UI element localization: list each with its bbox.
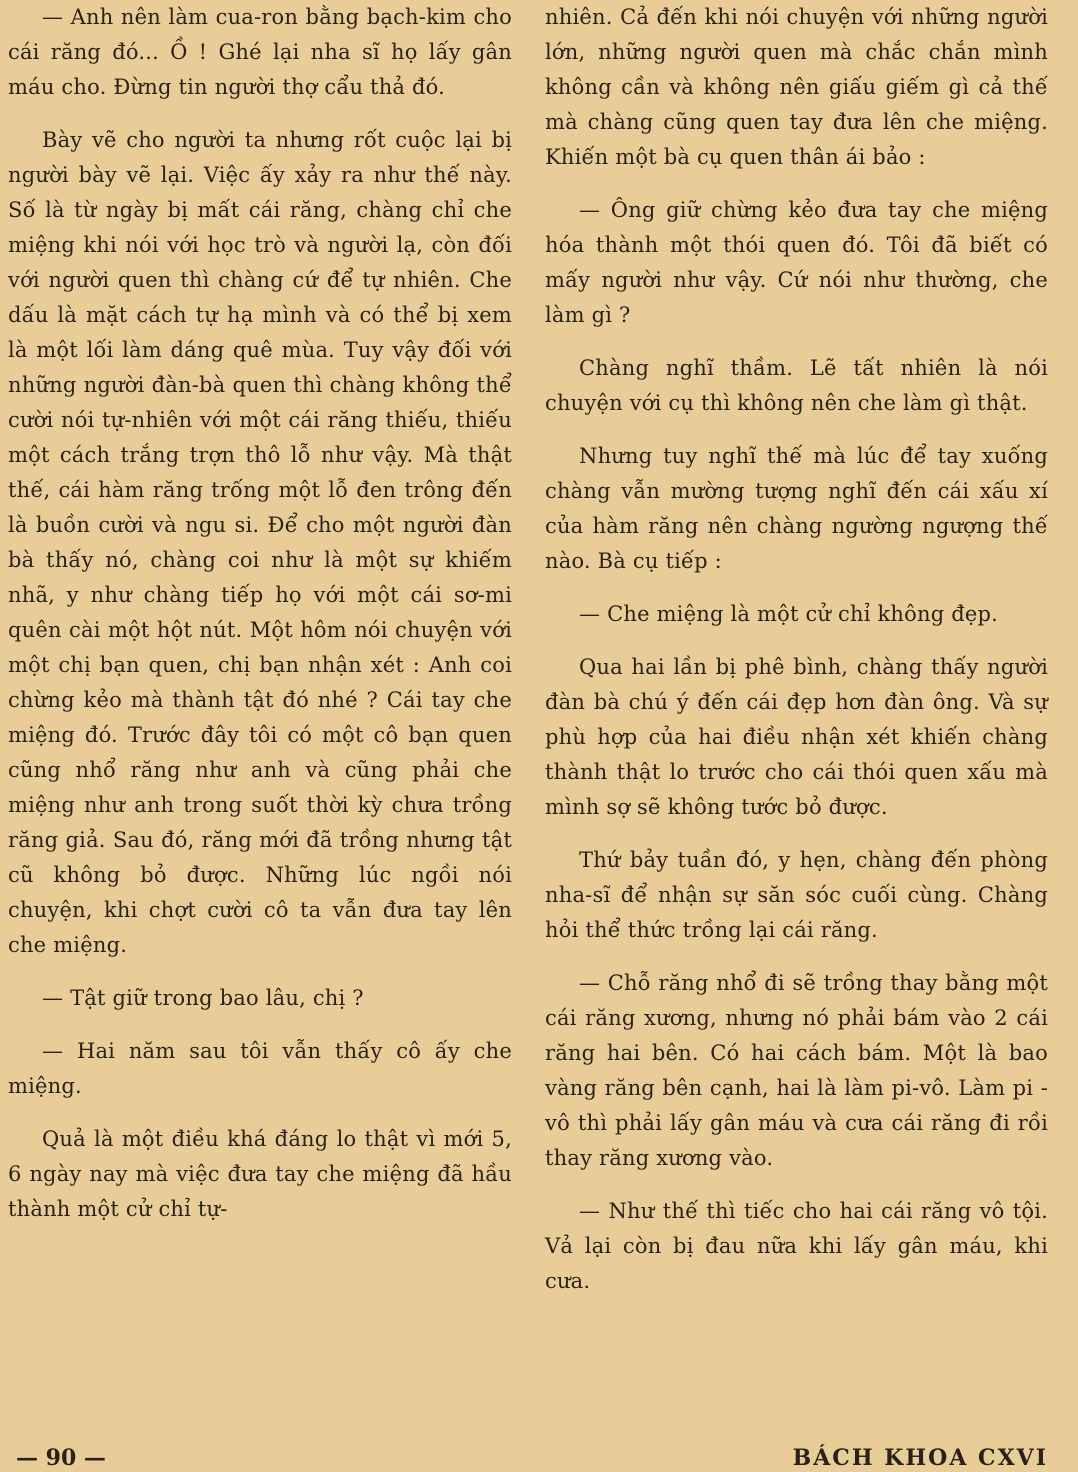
magazine-title: BÁCH KHOA CXVI [792, 1445, 1048, 1471]
page-footer [0, 1444, 1078, 1472]
paragraph: — Chỗ răng nhổ đi sẽ trồng thay bằng một cái răng xương, nhưng nó phải bám vào 2 cái răng hai bên. Có hai cách bám. Một là bao vàng răng bên cạnh, hai là làm pi-vô. Làm pi - vô thì phải lấy gân máu và cưa cái răng đi rồi thay răng xương vào. [545, 971, 1048, 1170]
paragraph: Thứ bảy tuần đó, y hẹn, chàng đến phòng nha-sĩ để nhận sự săn sóc cuối cùng. Chàng hỏi thể thức trồng lại cái răng. [545, 848, 1048, 942]
paragraph: Bày vẽ cho người ta nhưng rốt cuộc lại bị người bày vẽ lại. Việc ấy xảy ra như thế này. Số là từ ngày bị mất cái răng, chàng chỉ che miệng khi nói với học trò và người lạ, còn đối với người quen thì chàng cứ để tự nhiên. Che dấu là mặt cách tự hạ mình và có thể bị xem là một lối làm dáng quê mùa. Tuy vậy đối với những người đàn-bà quen thì chàng không thể cười nói tự-nhiên với một cái răng thiếu, thiếu một cách trắng trợn thô lỗ như vậy. Mà thật thế, cái hàm răng trống một lỗ đen trông đến là buồn cười và ngu si. Để cho một người đàn bà thấy nó, chàng coi như là một sự khiếm nhã, y như chàng tiếp họ với một cái sơ-mi quên cài một hột nút. Một hôm nói chuyện với một chị bạn quen, chị bạn nhận xét : Anh coi chừng kẻo mà thành tật đó nhé ? Cái tay che miệng đó. Trước đây tôi có một cô bạn quen cũng nhổ răng như anh và cũng phải che miệng như anh trong suốt thời kỳ chưa trồng răng giả. Sau đó, răng mới đã trồng nhưng tật cũ không bỏ được. Những lúc ngồi nói chuyện, khi chợt cười cô ta vẫn đưa tay lên che miệng. [8, 128, 512, 957]
paragraph: Quả là một điều khá đáng lo thật vì mới 5, 6 ngày nay mà việc đưa tay che miệng đã hầu thành một cử chỉ tự- [8, 1127, 512, 1221]
paragraph: Chàng nghĩ thầm. Lẽ tất nhiên là nói chuyện với cụ thì không nên che làm gì thật. [545, 356, 1048, 415]
paragraph: — Tật giữ trong bao lâu, chị ? [42, 986, 364, 1010]
paragraph: — Như thế thì tiếc cho hai cái răng vô tội. Vả lại còn bị đau nữa khi lấy gân máu, khi cưa. [545, 1199, 1048, 1293]
paragraph: — Hai năm sau tôi vẫn thấy cô ấy che miệng. [8, 1039, 512, 1098]
right-column [545, 0, 1048, 1317]
paragraph: — Che miệng là một cử chỉ không đẹp. [579, 602, 999, 626]
paragraph: Nhưng tuy nghĩ thế mà lúc để tay xuống chàng vẫn mường tượng nghĩ đến cái xấu xí của hàm răng nên chàng ngường ngượng thế nào. Bà cụ tiếp : [545, 444, 1048, 573]
paragraph: Qua hai lần bị phê bình, chàng thấy người đàn bà chú ý đến cái đẹp hơn đàn ông. Và sự phù hợp của hai điều nhận xét khiến chàng thành thật lo trước cho cái thói quen xấu mà mình sợ sẽ không tước bỏ được. [545, 655, 1048, 819]
page-number: — 90 — [16, 1445, 106, 1471]
paragraph: nhiên. Cả đến khi nói chuyện với những người lớn, những người quen mà chắc chắn mình không cần và không nên giấu giếm gì cả thế mà chàng cũng quen tay đưa lên che miệng. Khiến một bà cụ quen thân ái bảo : [545, 5, 1048, 169]
paragraph: — Anh nên làm cua-ron bằng bạch-kim cho cái răng đó... Ồ ! Ghé lại nha sĩ họ lấy gân máu cho. Đừng tin người thợ cẩu thả đó. [8, 5, 512, 99]
paragraph: — Ông giữ chừng kẻo đưa tay che miệng hóa thành một thói quen đó. Tôi đã biết có mấy người như vậy. Cứ nói như thường, che làm gì ? [545, 198, 1048, 327]
left-column [8, 0, 512, 1245]
